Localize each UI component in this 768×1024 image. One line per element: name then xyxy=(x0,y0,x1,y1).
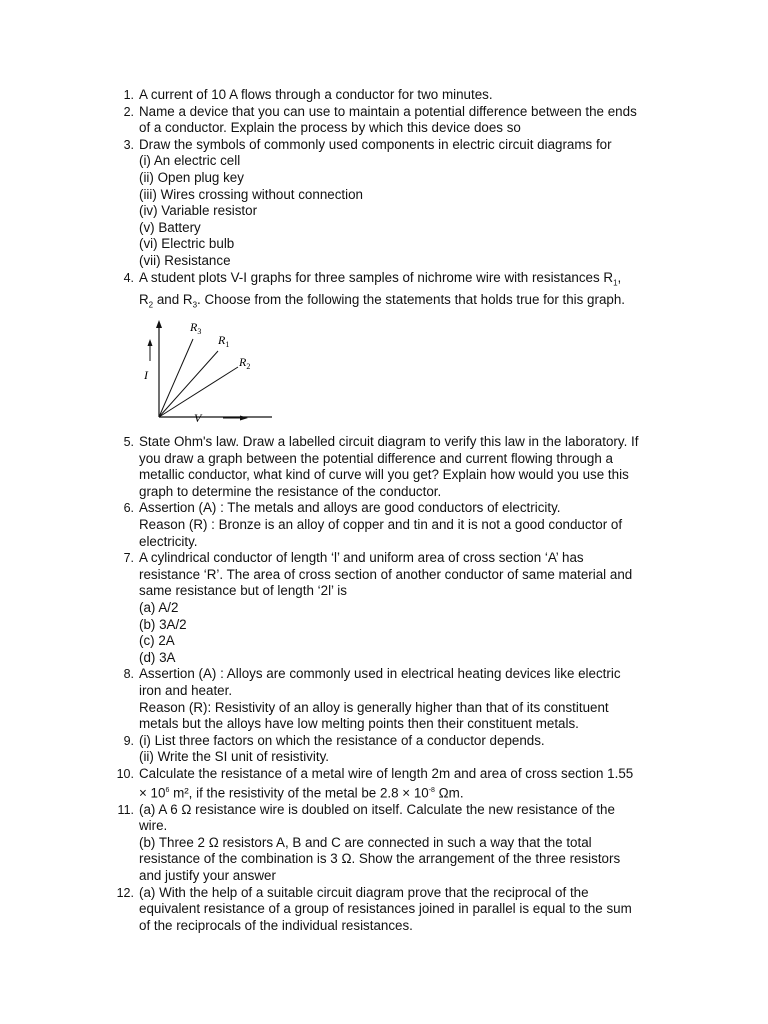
x-direction-arrowhead xyxy=(240,416,248,421)
question-text: State Ohm's law. Draw a labelled circuit diagram to verify this law in the laboratory. If xyxy=(139,434,639,450)
question-number: 1. xyxy=(123,88,134,102)
question-6 xyxy=(108,500,688,550)
question-text: A current of 10 A flows through a conductor for two minutes. xyxy=(139,87,493,102)
question-text: graph to determine the resistance of the conductor. xyxy=(139,483,442,499)
question-4 xyxy=(108,270,688,435)
y-direction-arrowhead xyxy=(148,339,153,346)
question-text-part: R xyxy=(139,291,149,307)
question-8 xyxy=(108,666,688,732)
answer-option: (d) 3A xyxy=(139,649,176,665)
superscript: 6 xyxy=(165,786,170,794)
sub-item: (iii) Wires crossing without connection xyxy=(139,186,363,202)
label-r3 xyxy=(189,320,201,336)
question-text-part: A student plots V-I graphs for three samples of nichrome wire with resistances R xyxy=(139,269,614,285)
sub-item: (vii) Resistance xyxy=(139,252,231,268)
question-text: resistance ‘R’. The area of cross section of another conductor of same material and xyxy=(139,566,633,582)
question-number: 12. xyxy=(116,885,134,900)
question-text xyxy=(139,783,688,802)
question-9 xyxy=(108,733,688,766)
label-r2-sub: 2 xyxy=(246,362,251,372)
answer-option: (a) A/2 xyxy=(139,600,179,615)
question-number: 8. xyxy=(123,667,134,682)
question-text: metallic conductor, what kind of curve will you get? Explain how would you use this xyxy=(139,467,629,483)
sub-item: (v) Battery xyxy=(139,219,201,235)
question-text: Name a device that you can use to maintain a potential difference between the ends xyxy=(139,103,637,119)
question-text-part: Ωm. xyxy=(434,785,464,800)
label-r1-letter: R xyxy=(218,333,226,348)
label-r2-letter: R xyxy=(239,355,247,370)
question-7 xyxy=(108,550,688,666)
question-number: 4. xyxy=(123,270,134,285)
subscript: 2 xyxy=(148,300,154,310)
label-r2 xyxy=(238,355,250,371)
subscript: 1 xyxy=(613,278,618,288)
label-r3-sub: 3 xyxy=(197,327,202,337)
question-text: (b) Three 2 Ω resistors A, B and C are connected in such a way that the total xyxy=(139,834,592,850)
question-2 xyxy=(108,104,688,137)
question-number: 9. xyxy=(123,733,134,748)
sub-item: (vi) Electric bulb xyxy=(139,236,235,252)
question-1 xyxy=(108,87,688,104)
y-axis-label: I xyxy=(144,368,148,383)
answer-option: (c) 2A xyxy=(139,633,175,649)
question-text: (a) With the help of a suitable circuit diagram prove that the reciprocal of the xyxy=(139,884,589,900)
question-number: 2. xyxy=(123,104,134,119)
superscript: -8 xyxy=(428,786,435,794)
question-number: 5. xyxy=(123,435,134,450)
vi-graph-svg xyxy=(142,317,282,431)
line-r3 xyxy=(159,339,193,417)
sub-item: (iv) Variable resistor xyxy=(139,203,258,219)
question-text: Assertion (A) : The metals and alloys are good conductors of electricity. xyxy=(139,500,561,516)
question-text: and justify your answer xyxy=(139,867,276,883)
question-text: you draw a graph between the potential difference and current flowing through a xyxy=(139,450,613,466)
line-r1 xyxy=(159,351,218,417)
answer-option: (b) 3A/2 xyxy=(139,616,187,632)
y-axis-arrowhead xyxy=(156,320,162,328)
question-number: 10. xyxy=(116,766,134,781)
question-text: iron and heater. xyxy=(139,682,233,698)
question-text-part: m², if the resistivity of the metal be 2.8 × 10 xyxy=(169,785,429,800)
question-text: (ii) Write the SI unit of resistivity. xyxy=(139,749,329,765)
question-number: 6. xyxy=(123,501,134,516)
question-number: 3. xyxy=(123,137,134,152)
question-text: Assertion (A) : Alloys are commonly used in electrical heating devices like electric xyxy=(139,666,621,682)
question-text: of the reciprocals of the individual resistances. xyxy=(139,917,413,933)
question-12 xyxy=(108,885,688,935)
question-text: equivalent resistance of a group of resistances joined in parallel is equal to the sum xyxy=(139,901,632,917)
question-text: Calculate the resistance of a metal wire of length 2m and area of cross section 1.55 xyxy=(139,765,634,781)
question-text xyxy=(139,292,688,314)
vi-graph xyxy=(139,314,688,434)
question-text: Reason (R): Resistivity of an alloy is generally higher than that of its constituent xyxy=(139,699,609,715)
question-text: same resistance but of length ‘2l’ is xyxy=(139,583,347,599)
line-r2 xyxy=(159,367,238,417)
question-3 xyxy=(108,137,688,270)
question-text: electricity. xyxy=(139,533,198,549)
question-11 xyxy=(108,802,688,885)
question-text-part: . Choose from the following the statements that holds true for this graph. xyxy=(197,291,626,307)
label-r1-sub: 1 xyxy=(225,340,230,350)
sub-item: (i) An electric cell xyxy=(139,153,241,169)
sub-item: (ii) Open plug key xyxy=(139,169,244,185)
question-text: (a) A 6 Ω resistance wire is doubled on itself. Calculate the new resistance of the xyxy=(139,801,615,817)
x-axis-label: V xyxy=(194,411,202,426)
question-number: 11. xyxy=(117,802,134,817)
question-text: Draw the symbols of commonly used components in electric circuit diagrams for xyxy=(139,136,612,152)
question-text-part: × 10 xyxy=(139,785,166,800)
question-5 xyxy=(108,434,688,500)
subscript: 3 xyxy=(192,300,198,310)
question-text: of a conductor. Explain the process by which this device does so xyxy=(139,120,521,136)
question-text: metals but the alloys have low melting points then their constituent metals. xyxy=(139,716,579,732)
question-list xyxy=(108,87,688,934)
question-text: Reason (R) : Bronze is an alloy of copper and tin and it is not a good conductor of xyxy=(139,517,623,533)
question-text: wire. xyxy=(139,818,168,834)
question-text: A student plots V-I graphs for three samples of nichrome wire with resistances $R_1$, xyxy=(139,269,622,288)
question-text-part: and R xyxy=(156,291,193,307)
label-r1 xyxy=(217,333,229,349)
question-10 xyxy=(108,766,688,802)
label-r3-letter: R xyxy=(190,320,198,335)
question-text: A cylindrical conductor of length ‘l’ and uniform area of cross section ‘A’ has xyxy=(139,550,584,566)
question-text: resistance of the combination is 3 Ω. Show the arrangement of the three resistors xyxy=(139,851,621,867)
question-number: 7. xyxy=(123,551,134,566)
question-text: (i) List three factors on which the resistance of a conductor depends. xyxy=(139,732,545,748)
